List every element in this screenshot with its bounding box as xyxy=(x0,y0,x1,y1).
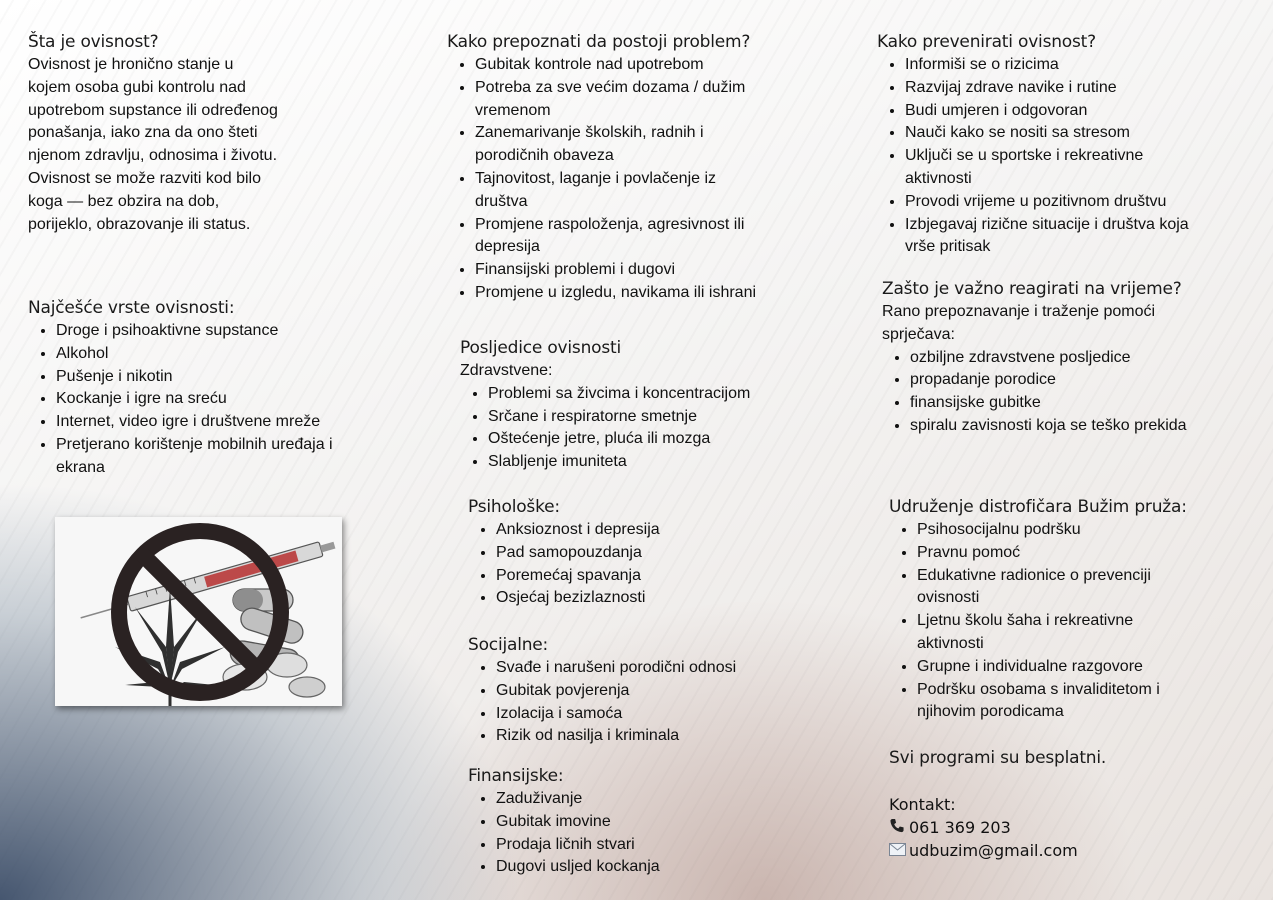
list-item: • Provodi vrijeme u pozitivnom društvu xyxy=(905,191,1205,214)
text-line: sprječava: xyxy=(882,325,955,343)
what-is-addiction-section xyxy=(28,31,358,236)
list-item: • Svađe i narušeni porodični odnosi xyxy=(496,657,768,680)
list-item: • Gubitak imovine xyxy=(496,811,768,834)
list-item: • Osjećaj bezizlaznosti xyxy=(496,587,768,610)
what-is-addiction-text xyxy=(28,54,358,236)
free-programs-section xyxy=(889,747,1219,770)
no-drugs-illustration xyxy=(55,517,342,706)
health-consequences-list xyxy=(460,383,780,474)
list-item: • Edukativne radionice o prevenciji ovisnosti xyxy=(917,565,1177,611)
contact-label: Kontakt: xyxy=(889,795,956,814)
psychological-section xyxy=(468,496,768,610)
list-item: • Zanemarivanje školskih, radnih i porodičnih obaveza xyxy=(475,122,725,168)
list-item: • Gubitak kontrole nad upotrebom xyxy=(475,54,780,77)
list-item: • Podršku osobama s invaliditetom i njihovim porodicama xyxy=(917,679,1177,725)
addiction-types-section xyxy=(28,297,358,480)
email-address[interactable]: udbuzim@gmail.com xyxy=(909,841,1078,860)
prevention-list xyxy=(877,54,1205,259)
list-item: • Prodaja ličnih stvari xyxy=(496,834,768,857)
list-item: • Rizik od nasilja i kriminala xyxy=(496,725,768,748)
text-line: koga — bez obzira na dob, xyxy=(28,192,220,210)
phone-number[interactable]: 061 369 203 xyxy=(909,818,1011,837)
free-programs-text: Svi programi su besplatni. xyxy=(889,748,1107,768)
no-drugs-image xyxy=(55,517,342,706)
list-item: • Zaduživanje xyxy=(496,788,768,811)
list-item: • Srčane i respiratorne smetnje xyxy=(488,406,780,429)
list-item: • Grupne i individualne razgovore xyxy=(917,656,1177,679)
consequences-heading: Posljedice ovisnosti xyxy=(460,338,621,358)
list-item: • Ljetnu školu šaha i rekreativne aktivnosti xyxy=(917,610,1147,656)
envelope-icon xyxy=(889,839,909,862)
react-in-time-section xyxy=(882,278,1222,438)
list-item: • Informiši se o rizicima xyxy=(905,54,1205,77)
list-item: • Uključi se u sportske i rekreativne aktivnosti xyxy=(905,145,1165,191)
list-item: • Finansijski problemi i dugovi xyxy=(475,259,780,282)
recognize-problem-section xyxy=(447,31,787,305)
text-line: upotrebom supstance ili određenog xyxy=(28,101,278,119)
list-item: • Pravnu pomoć xyxy=(917,542,1177,565)
list-item: • Pad samopouzdanja xyxy=(496,542,768,565)
text-line: Ovisnost je hronično stanje u xyxy=(28,56,234,73)
text-line: ponašanja, iako zna da ono šteti xyxy=(28,124,258,142)
list-item: • Psihosocijalnu podršku xyxy=(917,519,1177,542)
list-item: • Nauči kako se nositi sa stresom xyxy=(905,122,1205,145)
prevention-heading: Kako prevenirati ovisnost? xyxy=(877,32,1096,52)
health-label: Zdravstvene: xyxy=(460,362,553,379)
list-item: • Gubitak povjerenja xyxy=(496,680,768,703)
list-item: • ozbiljne zdravstvene posljedice xyxy=(910,347,1222,370)
list-item: • Slabljenje imuniteta xyxy=(488,451,780,474)
phone-icon xyxy=(889,816,909,839)
text-line: kojem osoba gubi kontrolu nad xyxy=(28,78,246,96)
association-offer-list xyxy=(889,519,1177,724)
react-in-time-heading: Zašto je važno reagirati na vrijeme? xyxy=(882,279,1182,299)
list-item: • Pretjerano korištenje mobilnih uređaja i ekrana xyxy=(56,434,356,480)
list-item: • Anksioznost i depresija xyxy=(496,519,768,542)
social-list xyxy=(468,657,768,748)
list-item: • Izbjegavaj rizične situacije i društva koja vrše pritisak xyxy=(905,214,1205,260)
react-in-time-list xyxy=(882,347,1222,438)
email-row xyxy=(889,839,1219,862)
list-item: • Internet, video igre i društvene mreže xyxy=(56,411,358,434)
list-item: • Pušenje i nikotin xyxy=(56,366,358,389)
list-item: • propadanje porodice xyxy=(910,369,1222,392)
list-item: • Razvijaj zdrave navike i rutine xyxy=(905,77,1205,100)
text-line: Rano prepoznavanje i traženje pomoći xyxy=(882,303,1156,320)
recognize-problem-list xyxy=(447,54,780,305)
text-line: njenom zdravlju, odnosima i životu. xyxy=(28,147,278,165)
psychological-heading: Psihološke: xyxy=(468,497,560,517)
social-heading: Socijalne: xyxy=(468,635,549,655)
consequences-section xyxy=(460,337,780,474)
financial-section xyxy=(468,765,768,879)
association-offer-section xyxy=(889,496,1219,724)
association-offer-heading: Udruženje distrofičara Bužim pruža: xyxy=(889,497,1187,517)
phone-row xyxy=(889,816,1219,839)
list-item: • Budi umjeren i odgovoran xyxy=(905,100,1205,123)
prevention-section xyxy=(877,31,1217,259)
list-item: • Droge i psihoaktivne supstance xyxy=(56,320,358,343)
social-section xyxy=(468,634,768,748)
list-item: • Oštećenje jetre, pluća ili mozga xyxy=(488,428,780,451)
contact-section xyxy=(889,793,1219,862)
list-item: • Alkohol xyxy=(56,343,358,366)
text-line: porijeklo, obrazovanje ili status. xyxy=(28,215,251,233)
list-item: • Kockanje i igre na sreću xyxy=(56,388,358,411)
addiction-types-list xyxy=(28,320,358,480)
list-item: • Promjene raspoloženja, agresivnost ili depresija xyxy=(475,214,780,260)
list-item: • Problemi sa živcima i koncentracijom xyxy=(488,383,780,406)
what-is-addiction-heading: Šta je ovisnost? xyxy=(28,32,159,52)
list-item: • Potreba za sve većim dozama / dužim vremenom xyxy=(475,77,780,123)
financial-heading: Finansijske: xyxy=(468,766,564,786)
list-item: • Tajnovitost, laganje i povlačenje iz društva xyxy=(475,168,740,214)
list-item: • Poremećaj spavanja xyxy=(496,565,768,588)
list-item: • Izolacija i samoća xyxy=(496,703,768,726)
recognize-problem-heading: Kako prepoznati da postoji problem? xyxy=(447,32,751,52)
list-item: • finansijske gubitke xyxy=(910,392,1222,415)
addiction-types-heading: Najčešće vrste ovisnosti: xyxy=(28,298,235,318)
psychological-list xyxy=(468,519,768,610)
list-item: • Promjene u izgledu, navikama ili ishrani xyxy=(475,282,785,305)
text-line: Ovisnost se može razviti kod bilo xyxy=(28,169,261,187)
financial-list xyxy=(468,788,768,879)
list-item: • spiralu zavisnosti koja se teško prekida xyxy=(910,415,1222,438)
list-item: • Dugovi usljed kockanja xyxy=(496,856,768,879)
